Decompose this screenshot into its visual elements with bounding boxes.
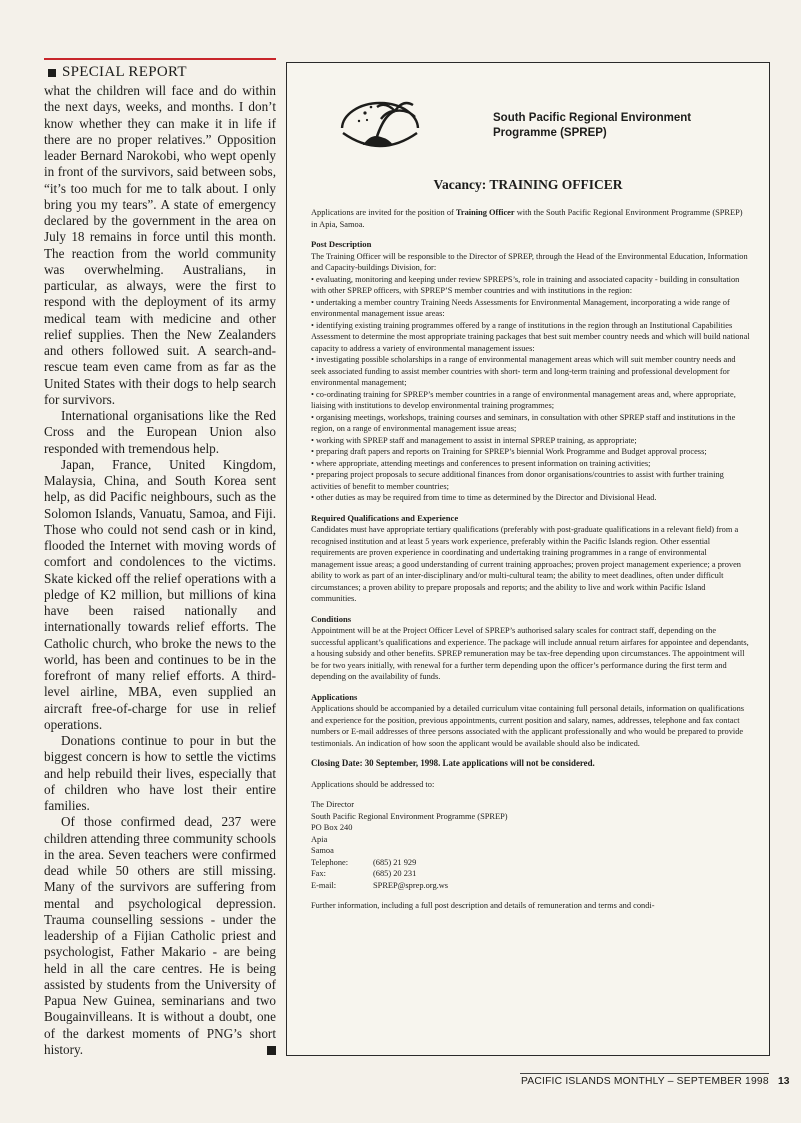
article-paragraph-2: International organisations like the Red Cross and the European Union also responded with tremendous help. <box>44 408 276 456</box>
organisation-name <box>493 111 723 140</box>
telephone-row <box>311 857 751 869</box>
conditions-heading: Conditions <box>311 613 352 624</box>
job-advertisement <box>286 62 770 1056</box>
address-line: Samoa <box>311 846 334 855</box>
fax-label: Fax: <box>311 869 326 878</box>
intro-post: with the South Pacific Regional Environment Programme (SPREP) in Apia, Samoa. <box>311 208 743 229</box>
fax-row <box>311 868 751 880</box>
footer-publication: PACIFIC ISLANDS MONTHLY – SEPTEMBER 1998 <box>521 1076 769 1087</box>
conditions-text: Appointment will be at the Project Officer Level of SPREP’s authorised salary scales for contract staff, depending on the successful applicant’s qualifications and experience. The package will include annual return airfares for appointee and dependants, a housing subsidy and other benefits. SPREP remuneration may be tax-free depending upon circumstances. The appointment will be for two years initially, with renewal for a further term depending upon the officer’s performance during the first term and depending on the availability of funds. <box>311 626 749 681</box>
applications-heading: Applications <box>311 691 358 702</box>
section-label: SPECIAL REPORT <box>62 64 187 80</box>
email-label: E-mail: <box>311 880 337 890</box>
post-description-intro: The Training Officer will be responsible to the Director of SPREP, through the Head of the Environmental Education, Information and Capacity-buildings Division, for: <box>311 251 748 272</box>
address-line: Apia <box>311 834 328 844</box>
article-column <box>44 58 276 1060</box>
intro-pre: Applications are invited for the position of <box>311 208 456 217</box>
telephone-label: Telephone: <box>311 857 349 867</box>
intro-position: Training Officer <box>455 208 515 217</box>
square-bullet-icon <box>48 69 56 77</box>
article-paragraph-1: what the children will face and do within the next days, weeks, and months. I don’t know whether they can make it in life if there are no proper relatives.” Opposition leader Bernard Narokobi, who wept openly in front of the survivors, said between sobs, “it’s too much for me to talk about. I only bring you my tears”. A state of emergency declared by the government in the area on July 18 remains in force until this month. The reaction from the world community was overwhelming. Australians, in particular, as always, were the first to respond with the deployment of its army medical team with medicine and other relief supplies. Then the New Zealanders and others followed suit. A search-and-rescue team even came from as far as the United States with their dogs to help search for survivors. <box>44 83 276 407</box>
intro-text <box>311 207 751 230</box>
email-address: SPREP@sprep.org.ws <box>373 880 449 890</box>
org-name-line-1: South Pacific Regional Environment <box>493 112 692 124</box>
section-header <box>44 58 276 81</box>
article-paragraph-4: Donations continue to pour in but the biggest concern is how to settle the victims and help rebuild their lives, especially that of children who have lost their entire families. <box>44 733 276 813</box>
address-line: The Director <box>311 800 355 809</box>
post-description-heading: Post Description <box>311 239 372 249</box>
address-line: South Pacific Regional Environment Programme (SPREP) <box>311 811 508 821</box>
duty-item: • evaluating, monitoring and keeping under review SPREPS’s, role in training and associated capacity - building in consultation with other SPREP officers, with SPREP’S member countries and with institutions in the region: <box>311 274 740 295</box>
vacancy-title: Vacancy: TRAINING OFFICER <box>433 177 623 192</box>
footer-rule <box>520 1073 769 1074</box>
duty-item: • identifying existing training programmes offered by a range of institutions in the region through an Institutional Capabilities Assessment to determine the most appropriate training packages that best suit member country needs and which will build national capacity to address a variety of environmental management issues: <box>311 320 750 353</box>
duty-item: • undertaking a member country Training Needs Assessments for Environmental Management, incorporating a wide range of environmental management issue areas: <box>311 297 730 318</box>
fax-number: (685) 20 231 <box>373 869 417 878</box>
duty-item: • organising meetings, workshops, training courses and seminars, in consultation with other SPREP staff and institutions in the region, on a range of environmental management issue areas; <box>311 412 736 433</box>
telephone-number: (685) 21 929 <box>373 857 417 867</box>
duty-item: • working with SPREP staff and management to assist in internal SPREP training, as appropriate; <box>311 435 637 445</box>
email-row <box>311 880 751 892</box>
duty-item: • investigating possible scholarships in a range of environmental management areas which will suit member country needs and seek associated funding to assist member countries with short- term and long-term training and professional development for environmental management; <box>311 355 736 387</box>
article-paragraph-5-text: Of those confirmed dead, 237 were children attending three community schools in the area. Seven teachers were confirmed dead while 50 others are still missing. Many of the survivors are suffering from mental and psychological depression. Trauma counselling sessions - under the leadership of a Fijian Catholic priest and psychologist, Father Makario - are being held in all the care centres. He is being assisted by students from the University of Papua New Guinea, seminarians and two Bougainvilleans. It is without a doubt, one of the darkest moments of PNG’s short history. <box>44 814 276 1057</box>
advert-body <box>311 207 751 912</box>
article-paragraph-5 <box>44 814 276 1058</box>
qualifications-text: Candidates must have appropriate tertiary qualifications (preferably with post-graduate qualifications in a relevant field) from a recognised institution and at least 5 years work experience, preferably within the Pacific Islands region. Other essential requirements are proven experience in coordinating and undertaking training programmes in a range of environmental management issue areas; a good understanding of current training approaches; proven project management experience; a proven ability to work as part of an inter-disciplinary and/or multi-cultural team; the ability to meet deadlines, often under difficult circumstances; a proven ability to prepare proposals and reports; and the ability to live and work within Pacific Island communities. <box>311 525 741 603</box>
sprep-logo-icon <box>337 93 423 159</box>
org-name-line-2: Programme (SPREP) <box>493 126 607 139</box>
duty-item: • preparing project proposals to secure additional finances from donor organisations/countries to assist with further training activities of benefit to member countries; <box>311 470 724 491</box>
duty-item: • other duties as may be required from time to time as determined by the Director and Divisional Head. <box>311 493 657 502</box>
duty-item: • co-ordinating training for SPREP’s member countries in a range of environmental management areas and, where appropriate, liaising with institutions to develop environmental training programmes; <box>311 389 736 410</box>
address-line: PO Box 240 <box>311 823 353 832</box>
closing-date: Closing Date: 30 September, 1998. Late applications will not be considered. <box>311 758 595 768</box>
applications-text: Applications should be accompanied by a detailed curriculum vitae containing full personal details, information on qualifications and experience for the position, previous appointments, current position and salary, names, addresses, telephone and fax contact numbers or E-mail addresses of three persons associated with the applicant professionally and who would be prepared to provide testimonials. An indication of how soon the applicant would be available should also be indicated. <box>311 704 745 748</box>
page-number: 13 <box>778 1076 790 1087</box>
further-information: Further information, including a full post description and details of remuneration and terms and condi- <box>311 901 655 910</box>
address-intro: Applications should be addressed to: <box>311 779 435 789</box>
end-of-article-icon <box>267 1046 276 1055</box>
duty-item: • preparing draft papers and reports on Training for SPREP’s biennial Work Programme and Budget approval process; <box>311 447 707 456</box>
qualifications-heading: Required Qualifications and Experience <box>311 512 459 523</box>
duty-item: • where appropriate, attending meetings and conferences to present information on training activities; <box>311 458 651 468</box>
article-paragraph-3: Japan, France, United Kingdom, Malaysia, China, and South Korea sent help, as did Pacific neighbours, such as the Solomon Islands, Vanuatu, Samoa, and Fiji. Those who could not send cash or in kind, flooded the Internet with moving words of comfort and condolences to the victims. Skate kicked off the relief operations with a pledge of K2 million, but millions of kina have been raised nationally and internationally towards relief efforts. The Catholic church, who broke the news to the world, has been and continues to be in the forefront of many relief efforts. A third-level airline, MBA, even supplied an aircraft free-of-charge for use in relief operations. <box>44 456 276 732</box>
